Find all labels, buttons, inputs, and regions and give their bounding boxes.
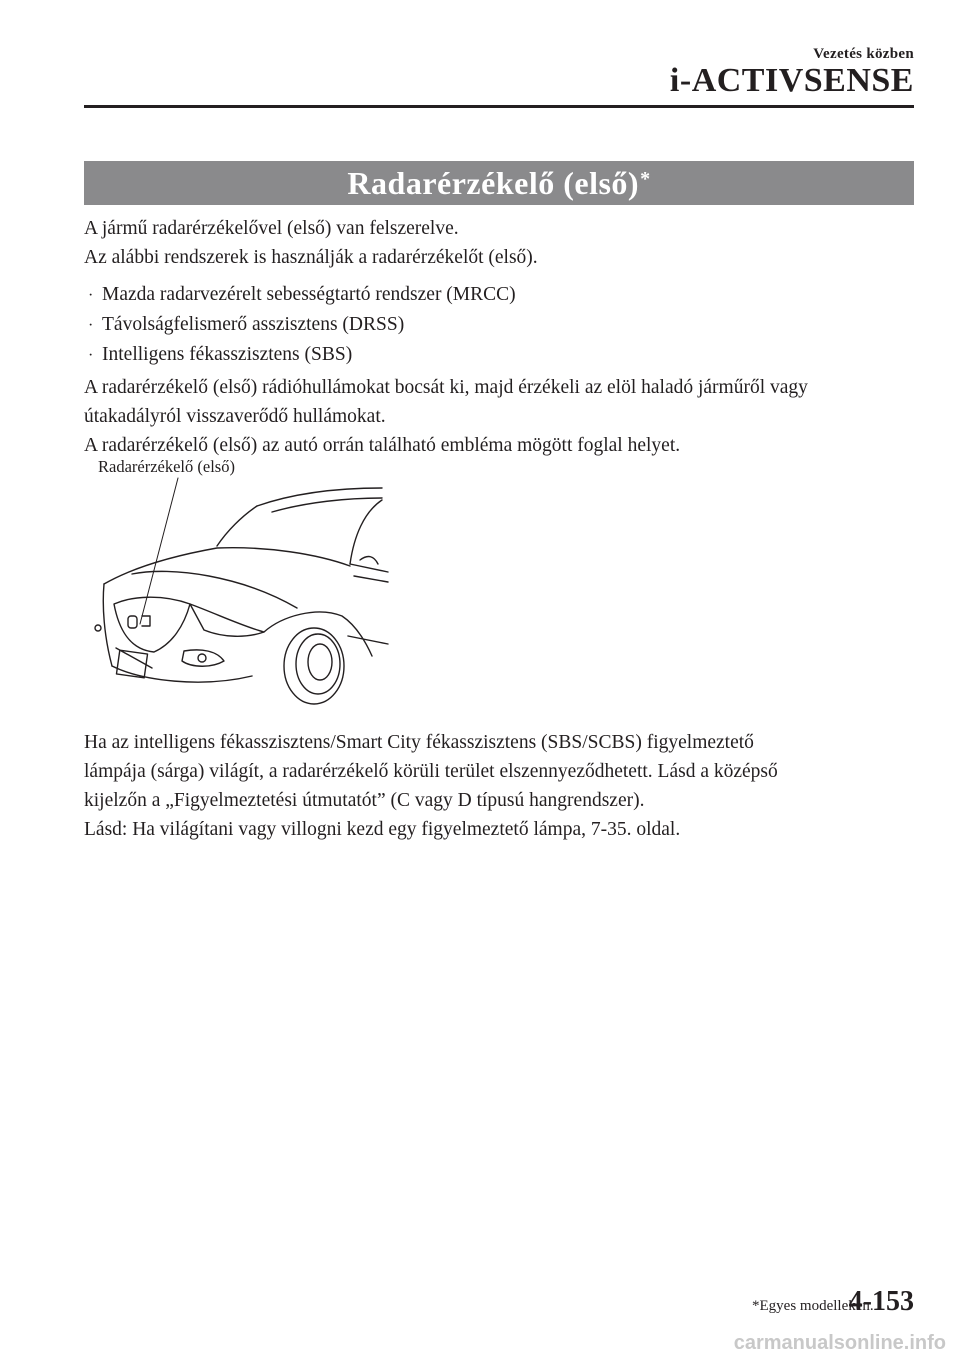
description-line: A radarérzékelő (első) az autó orrán található embléma mögött foglal helyet. <box>84 435 681 456</box>
bullet-dot-icon: · <box>88 317 94 334</box>
title-asterisk: * <box>640 167 651 190</box>
list-item <box>88 310 928 340</box>
list-item-text: Távolságfelismerő asszisztens (DRSS) <box>102 314 405 335</box>
warning-line: lámpája (sárga) világít, a radarérzékelő körüli terület elszennyeződhetett. Lásd a középső <box>84 761 778 782</box>
intro-line: A jármű radarérzékelővel (első) van felszerelve. <box>84 218 459 239</box>
page-number: 4-153 <box>848 1286 914 1317</box>
intro-paragraph <box>84 214 924 272</box>
list-item <box>88 340 928 370</box>
description-paragraph <box>84 373 924 460</box>
warning-paragraph <box>84 728 924 844</box>
watermark: carmanualsonline.info <box>733 1332 946 1354</box>
list-item-text: Intelligens fékasszisztens (SBS) <box>102 344 353 365</box>
description-line: A radarérzékelő (első) rádióhullámokat bocsát ki, majd érzékeli az elöl haladó járműről vagy <box>84 377 808 398</box>
description-line: útakadályról visszaverődő hullámokat. <box>84 406 386 427</box>
bullet-dot-icon: · <box>88 287 94 304</box>
list-item-text: Mazda radarvezérelt sebességtartó rendszer (MRCC) <box>102 284 516 305</box>
intro-line: Az alábbi rendszerek is használják a radarérzékelőt (első). <box>84 247 538 268</box>
car-front-illustration <box>92 476 392 706</box>
figure-callout-label: Radarérzékelő (első) <box>98 457 235 476</box>
warning-line: Lásd: Ha világítani vagy villogni kezd egy figyelmeztető lámpa, 7-35. oldal. <box>84 819 681 840</box>
footnote: *Egyes modelleken. <box>752 1298 874 1314</box>
page-title: Radarérzékelő (első) <box>347 164 640 201</box>
chapter-title: i-ACTIVSENSE <box>669 62 914 99</box>
system-list <box>88 280 928 370</box>
section-header: Vezetés közben <box>813 46 914 62</box>
warning-line: Ha az intelligens fékasszisztens/Smart City fékasszisztens (SBS/SCBS) figyelmeztető <box>84 732 754 753</box>
header-rule <box>84 105 914 108</box>
page-title-bar <box>84 161 914 205</box>
bullet-dot-icon: · <box>88 347 94 364</box>
warning-line: kijelzőn a „Figyelmeztetési útmutatót” (C vagy D típusú hangrendszer). <box>84 790 645 811</box>
list-item <box>88 280 928 310</box>
